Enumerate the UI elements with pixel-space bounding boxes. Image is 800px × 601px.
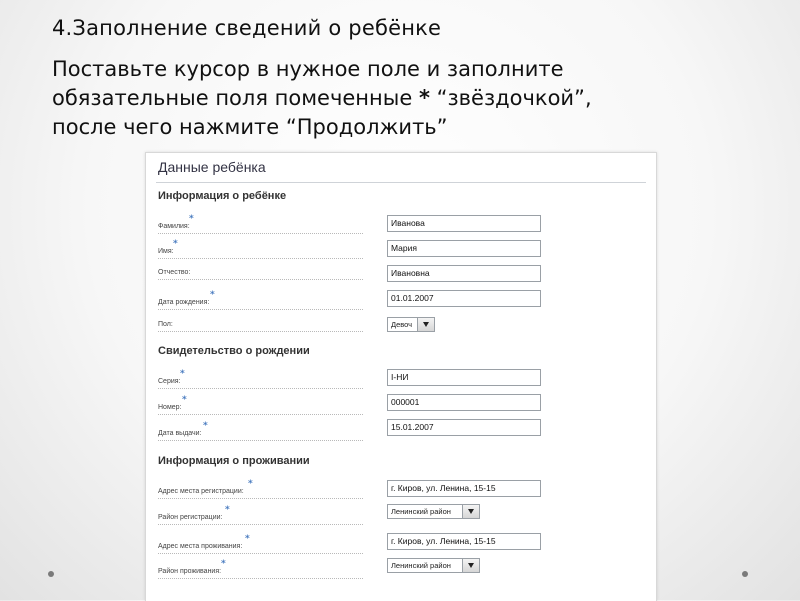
series-label: Серия: bbox=[158, 378, 181, 385]
bullet-icon bbox=[48, 571, 54, 577]
title-divider bbox=[156, 182, 646, 183]
reg-district-value: Ленинский район bbox=[391, 507, 451, 516]
required-marker: * bbox=[203, 421, 208, 431]
instruction-text bbox=[52, 55, 772, 142]
bullet-icon bbox=[742, 571, 748, 577]
instruction-line-1: Поставьте курсор в нужное поле и заполните bbox=[52, 57, 564, 81]
instruction-line-2 bbox=[52, 84, 772, 113]
instruction-line-2-end: “звёздочкой”, bbox=[429, 86, 592, 110]
child-data-form bbox=[145, 152, 657, 601]
section-residence: Информация о проживании bbox=[158, 455, 310, 467]
form-title: Данные ребёнка bbox=[158, 159, 266, 175]
asterisk-symbol: * bbox=[418, 86, 430, 110]
instruction-line-3: после чего нажмите “Продолжить” bbox=[52, 115, 448, 139]
required-marker: * bbox=[210, 290, 215, 300]
gender-select-value: Девоч bbox=[391, 320, 413, 329]
required-marker: * bbox=[225, 505, 230, 515]
res-district-label: Район проживания: bbox=[158, 568, 222, 575]
required-marker: * bbox=[189, 214, 194, 224]
res-district-select[interactable] bbox=[387, 558, 480, 573]
issue-date-input[interactable]: 15.01.2007 bbox=[387, 419, 541, 436]
birth-date-label: Дата рождения: bbox=[158, 299, 210, 306]
label-underline bbox=[158, 440, 363, 441]
birth-date-input[interactable]: 01.01.2007 bbox=[387, 290, 541, 307]
number-input[interactable]: 000001 bbox=[387, 394, 541, 411]
required-marker: * bbox=[173, 239, 178, 249]
required-marker: * bbox=[180, 369, 185, 379]
label-underline bbox=[158, 279, 363, 280]
patronymic-label: Отчество: bbox=[158, 269, 191, 276]
label-underline bbox=[158, 524, 363, 525]
reg-district-select[interactable] bbox=[387, 504, 480, 519]
chevron-down-icon[interactable] bbox=[462, 505, 479, 518]
number-label: Номер: bbox=[158, 404, 182, 411]
gender-label: Пол: bbox=[158, 321, 173, 328]
section-child-info: Информация о ребёнке bbox=[158, 190, 287, 202]
label-underline bbox=[158, 553, 363, 554]
label-underline bbox=[158, 309, 363, 310]
required-marker: * bbox=[245, 534, 250, 544]
reg-district-label: Район регистрации: bbox=[158, 514, 223, 521]
res-address-label: Адрес места проживания: bbox=[158, 543, 243, 550]
name-label: Имя: bbox=[158, 248, 174, 255]
gender-select[interactable] bbox=[387, 317, 435, 332]
label-underline bbox=[158, 498, 363, 499]
label-underline bbox=[158, 331, 363, 332]
name-input[interactable]: Мария bbox=[387, 240, 541, 257]
required-marker: * bbox=[182, 395, 187, 405]
chevron-down-icon[interactable] bbox=[417, 318, 434, 331]
chevron-down-icon[interactable] bbox=[462, 559, 479, 572]
required-marker: * bbox=[221, 559, 226, 569]
section-birth-certificate: Свидетельство о рождении bbox=[158, 345, 310, 357]
patronymic-input[interactable]: Ивановна bbox=[387, 265, 541, 282]
surname-label: Фамилия: bbox=[158, 223, 190, 230]
res-address-input[interactable]: г. Киров, ул. Ленина, 15-15 bbox=[387, 533, 541, 550]
issue-date-label: Дата выдачи: bbox=[158, 430, 202, 437]
reg-address-input[interactable]: г. Киров, ул. Ленина, 15-15 bbox=[387, 480, 541, 497]
label-underline bbox=[158, 258, 363, 259]
instruction-line-2-start: обязательные поля помеченные bbox=[52, 86, 419, 110]
required-marker: * bbox=[248, 479, 253, 489]
surname-input[interactable]: Иванова bbox=[387, 215, 541, 232]
label-underline bbox=[158, 414, 363, 415]
reg-address-label: Адрес места регистрации: bbox=[158, 488, 244, 495]
label-underline bbox=[158, 388, 363, 389]
res-district-value: Ленинский район bbox=[391, 561, 451, 570]
series-input[interactable]: I-НИ bbox=[387, 369, 541, 386]
label-underline bbox=[158, 578, 363, 579]
slide-title: 4.Заполнение сведений о ребёнке bbox=[52, 16, 442, 40]
label-underline bbox=[158, 233, 363, 234]
